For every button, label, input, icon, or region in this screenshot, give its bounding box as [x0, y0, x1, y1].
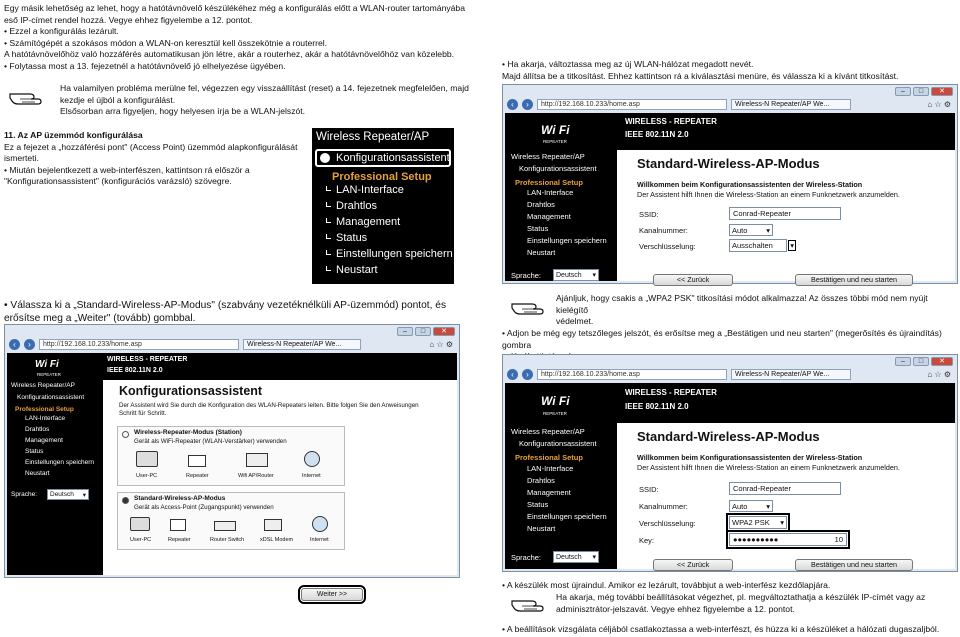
option2-label-user-pc: User-PC	[130, 537, 152, 543]
repeater-device-icon	[188, 455, 206, 467]
language-value: Deutsch	[556, 271, 582, 279]
section-line-3: • Miután bejelentkezett a web-interfészen, kattintson rá először a	[4, 164, 250, 175]
browser-window-2	[4, 324, 460, 598]
sidebar-prof: Professional Setup	[515, 453, 583, 462]
sidebar-status[interactable]: Status	[25, 448, 44, 455]
router-icon	[246, 453, 268, 467]
sidebar-prof: Professional Setup	[15, 406, 74, 413]
language-select[interactable]	[47, 489, 89, 500]
channel-select[interactable]	[729, 224, 773, 236]
sidebar-einstellungen[interactable]: Einstellungen speichern	[527, 236, 607, 245]
tr-line-2: Majd állítsa be a titkosítást. Ehhez kattintson rá a kiválasztási menüre, és válassza ki a kívánt titkosítást.	[502, 70, 899, 81]
browser-tab[interactable]: Wireless-N Repeater/AP We...	[243, 339, 361, 350]
back-icon[interactable]: ‹	[507, 99, 518, 110]
chevron-down-icon: ▾	[766, 225, 770, 235]
menu-item-status[interactable]: Status	[336, 232, 368, 244]
sidebar-lan[interactable]: LAN-Interface	[527, 188, 574, 197]
encryption-label: Verschlüsselung:	[639, 242, 696, 251]
chevron-down-icon: ▾	[766, 501, 770, 511]
toolbar-icons: ⌂ ☆ ⚙	[429, 340, 453, 349]
bullet-2: • Számítógépét a szokásos módon a WLAN-on keresztül kell összekötnie a routerrel.	[4, 37, 328, 48]
bullet-1: • Ezzel a konfigurálás lezárult.	[4, 26, 119, 37]
tree-branch-icon	[326, 266, 331, 271]
mr-note-1: Ajánljuk, hogy csakis a „WPA2 PSK" titkosítási módot alkalmazza! Az összes többi mód nem nyújt kielégítő	[556, 293, 928, 315]
chevron-down-icon: ▾	[82, 491, 86, 499]
menu-screenshot	[312, 128, 454, 284]
ssid-label: SSID:	[639, 210, 659, 219]
product-line-1: WIRELESS - REPEATER	[625, 117, 717, 126]
sidebar-drahtlos[interactable]: Drahtlos	[25, 426, 50, 433]
back-button[interactable]: << Zurück	[653, 274, 733, 286]
intro-line-2: Der Assistent hilft Ihnen die Wireless-Station an einem Funknetzwerk anzumelden.	[637, 190, 900, 199]
channel-value: Auto	[732, 501, 748, 511]
option2-label-internet: Internet	[310, 537, 329, 543]
radio-repeater[interactable]	[122, 431, 129, 438]
intro-line-1: Willkommen beim Konfigurationsassistenten der Wireless-Station	[637, 453, 863, 462]
main-panel	[617, 423, 955, 569]
sidebar-status[interactable]: Status	[527, 224, 549, 233]
sidebar-lan[interactable]: LAN-Interface	[527, 464, 574, 473]
option2-label-repeater: Repeater	[168, 537, 191, 543]
wifi-logo: Wi Fi	[541, 394, 570, 408]
sidebar-einstellungen[interactable]: Einstellungen speichern	[527, 512, 607, 521]
maximize-icon[interactable]: □	[415, 327, 431, 336]
sidebar-neustart[interactable]: Neustart	[527, 248, 556, 257]
intro-text	[4, 3, 474, 73]
window-controls	[895, 357, 953, 366]
sidebar-management[interactable]: Management	[25, 437, 63, 444]
encryption-select[interactable]	[729, 516, 787, 529]
sidebar-title: Wireless Repeater/AP	[511, 152, 585, 161]
option2-desc: Gerät als Access-Point (Zugangspunkt) verwenden	[134, 504, 274, 511]
maximize-icon[interactable]: □	[913, 87, 929, 96]
key-input[interactable]	[729, 533, 847, 546]
globe-icon	[312, 516, 328, 532]
option1-desc: Gerät als WiFi-Repeater (WLAN-Verstärker) verwenden	[134, 438, 287, 445]
note-line-3: Elsősorban arra figyeljen, hogy helyesen írja be a WLAN-jelszót.	[60, 106, 306, 117]
note-line-1: Ha valamilyen probléma merülne fel, végezzen egy visszaállítást (reset) a 14. fejezetnek megfelelően, majd	[60, 83, 469, 93]
section-title: 11. Az AP üzemmód konfigurálása	[4, 130, 143, 140]
sidebar	[7, 380, 103, 575]
page-title: Standard-Wireless-AP-Modus	[637, 429, 820, 444]
page-title: Standard-Wireless-AP-Modus	[637, 156, 820, 171]
address-bar[interactable]: http://192.168.10.233/home.asp	[537, 369, 727, 380]
section-11	[4, 130, 304, 188]
browser-toolbar	[503, 368, 957, 381]
sidebar-neustart[interactable]: Neustart	[25, 470, 50, 477]
confirm-restart-button[interactable]: Bestätigen und neu starten	[795, 274, 913, 286]
forward-icon[interactable]: ›	[24, 339, 35, 350]
browser-window-3	[502, 354, 958, 572]
menu-item-management[interactable]: Management	[336, 216, 401, 228]
repeater-label: REPEATER	[543, 139, 567, 144]
bullet-3: • Folytassa most a 13. fejezetnél a hatótávnövelő jó elhelyezése ügyében.	[4, 60, 286, 71]
close-icon[interactable]: ✕	[931, 357, 953, 366]
sidebar	[505, 150, 617, 281]
browser-window-1	[502, 84, 958, 284]
browser-toolbar	[503, 98, 957, 111]
ssid-label: SSID:	[639, 485, 659, 494]
language-select[interactable]	[553, 551, 599, 563]
chevron-down-icon: ▾	[592, 554, 596, 561]
minimize-icon[interactable]: –	[397, 327, 413, 336]
option1-title: Wireless-Repeater-Modus (Station)	[134, 429, 242, 436]
menu-title: Wireless Repeater/AP	[316, 131, 430, 143]
pointing-hand-icon	[8, 86, 44, 108]
bottom-left-text	[4, 300, 464, 325]
maximize-icon[interactable]: □	[913, 357, 929, 366]
tr-line-1: • Ha akarja, változtassa meg az új WLAN-hálózat megadott nevét.	[502, 59, 754, 69]
product-line-1: WIRELESS - REPEATER	[625, 388, 717, 397]
chevron-down-icon: ▾	[592, 272, 596, 279]
address-bar[interactable]: http://192.168.10.233/home.asp	[537, 99, 727, 110]
product-line-2: IEEE 802.11N 2.0	[625, 130, 689, 139]
laptop-icon	[136, 451, 158, 467]
mode-option-repeater[interactable]	[117, 426, 345, 486]
window-controls	[397, 327, 455, 336]
option1-label-repeater: Repeater	[186, 473, 209, 479]
next-button[interactable]: Weiter >>	[301, 588, 363, 601]
sidebar-status[interactable]: Status	[527, 500, 549, 509]
repeater-device-icon	[170, 519, 186, 531]
minimize-icon[interactable]: –	[895, 357, 911, 366]
modem-icon	[264, 519, 282, 531]
encryption-value: Ausschalten	[732, 241, 773, 250]
sidebar-lan[interactable]: LAN-Interface	[25, 415, 66, 422]
laptop-icon	[130, 517, 150, 531]
sidebar-neustart[interactable]: Neustart	[527, 524, 556, 533]
br-bullet-1: • A készülék most újraindul. Amikor ez lezárult, továbbjut a web-interfész kezdőlapjára.	[502, 580, 831, 590]
konf-icon	[320, 153, 330, 163]
sprache-label: Sprache:	[511, 271, 542, 280]
tree-branch-icon	[326, 202, 331, 207]
product-line-2: IEEE 802.11N 2.0	[625, 402, 689, 411]
language-value: Deutsch	[556, 553, 582, 561]
sidebar-prof: Professional Setup	[515, 178, 583, 187]
radio-ap[interactable]	[122, 497, 129, 504]
section-line-1: Ez a fejezet a „hozzáférési pont" (Access Point) üzemmód alapkonfigurálását	[4, 141, 298, 152]
page-content	[505, 383, 955, 569]
close-icon[interactable]: ✕	[433, 327, 455, 336]
encryption-label: Verschlüsselung:	[639, 519, 696, 528]
para-2: eső IP-címet rendel hozzá. Vegye ehhez figyelembe a 12. pontot.	[4, 14, 253, 25]
sidebar-drahtlos[interactable]: Drahtlos	[527, 476, 555, 485]
sidebar-konf[interactable]: Konfigurationsassistent	[519, 439, 597, 448]
channel-value: Auto	[732, 225, 748, 235]
menu-item-drahtlos[interactable]: Drahtlos	[336, 200, 377, 212]
menu-item-einstellungen[interactable]: Einstellungen speichern	[336, 248, 453, 260]
intro-line-2: Schritt für Schritt.	[119, 410, 167, 417]
intro-line-1: Willkommen beim Konfigurationsassistenten der Wireless-Station	[637, 180, 863, 189]
close-icon[interactable]: ✕	[931, 87, 953, 96]
menu-item-lan[interactable]: LAN-Interface	[336, 184, 404, 196]
page-content	[505, 113, 955, 284]
tree-branch-icon	[326, 234, 331, 239]
sidebar-konf[interactable]: Konfigurationsassistent	[519, 164, 597, 173]
note-line-2: kezdje el újból a konfigurálást.	[60, 94, 176, 105]
main-panel	[103, 380, 457, 598]
br-bullet-2: • A beállítások vizsgálata céljából csatlakoztassa a web-interfészt, és húzza ki a készüléket a hálózati dugaszaljból.	[502, 624, 940, 634]
channel-label: Kanalnummer:	[639, 226, 688, 235]
back-icon[interactable]: ‹	[9, 339, 20, 350]
sprache-label: Sprache:	[11, 491, 38, 498]
sidebar-drahtlos[interactable]: Drahtlos	[527, 200, 555, 209]
menu-professional-setup: Professional Setup	[332, 171, 432, 183]
pointing-hand-icon	[510, 296, 546, 318]
sidebar-title: Wireless Repeater/AP	[511, 427, 585, 436]
back-button[interactable]: << Zurück	[653, 559, 733, 571]
toolbar-icons: ⌂ ☆ ⚙	[927, 100, 951, 109]
section-line-4: "Konfigurationsassistent" (konfigurációs varázsló) szövegre.	[4, 176, 232, 187]
repeater-label: REPEATER	[37, 372, 61, 377]
confirm-restart-button[interactable]: Bestätigen und neu starten	[795, 559, 913, 571]
mid-right-note	[556, 293, 956, 328]
browser-tab[interactable]: Wireless-N Repeater/AP We...	[731, 369, 851, 380]
pointing-hand-icon	[510, 593, 546, 615]
section-line-2: ismerteti.	[4, 153, 39, 164]
br-note	[556, 592, 956, 615]
chevron-down-icon: ▾	[790, 241, 794, 250]
page-content	[7, 353, 457, 598]
intro-line-2: Der Assistent hilft Ihnen die Wireless-Station an einem Funknetzwerk anzumelden.	[637, 463, 900, 472]
br-note-2: adminisztrátor-jelszavát. Vegye ehhez figyelembe a 12. pontot.	[556, 603, 795, 614]
language-select[interactable]	[553, 269, 599, 281]
channel-select[interactable]	[729, 500, 773, 512]
sidebar-title: Wireless Repeater/AP	[11, 382, 75, 389]
page-header	[505, 383, 955, 423]
tree-branch-icon	[326, 186, 331, 191]
wifi-logo: Wi Fi	[541, 123, 570, 137]
browser-tab[interactable]: Wireless-N Repeater/AP We...	[731, 99, 851, 110]
minimize-icon[interactable]: –	[895, 87, 911, 96]
mr-bullet-1: • Adjon be még egy tetszőleges jelszót, és erősítse meg a „Bestätigen und neu starten" (megerősítés és újraindítás) gombra	[502, 328, 942, 350]
address-bar[interactable]: http://192.168.10.233/home.asp	[39, 339, 239, 350]
chevron-down-icon: ▾	[780, 518, 784, 527]
ssid-input[interactable]: Conrad-Repeater	[729, 482, 841, 495]
mode-option-ap[interactable]	[117, 492, 345, 550]
toolbar-icons: ⌂ ☆ ⚙	[927, 370, 951, 379]
language-value: Deutsch	[50, 491, 74, 498]
back-icon[interactable]: ‹	[507, 369, 518, 380]
option1-label-user-pc: User-PC	[136, 473, 158, 479]
product-line-1: WIRELESS - REPEATER	[107, 356, 188, 363]
sidebar-management[interactable]: Management	[527, 488, 571, 497]
sidebar-management[interactable]: Management	[527, 212, 571, 221]
channel-label: Kanalnummer:	[639, 502, 688, 511]
para-1: Egy másik lehetőség az lehet, hogy a hatótávnövelő készülékéhez még a konfigurálás előtt a WLAN-router tartományába	[4, 3, 465, 13]
encryption-select[interactable]	[729, 239, 794, 252]
product-line-2: IEEE 802.11N 2.0	[107, 367, 163, 374]
option2-label-modem: xDSL Modem	[260, 537, 294, 543]
forward-icon[interactable]: ›	[522, 369, 533, 380]
option2-label-switch: Router Switch	[210, 537, 245, 543]
repeater-label: REPEATER	[543, 411, 567, 416]
menu-item-konfigurationsassistent[interactable]: Konfigurationsassistent	[336, 152, 450, 164]
wifi-logo: Wi Fi	[35, 359, 59, 370]
para-3: A hatótávnövelőhöz való hozzáférés automatikusan jön létre, akár a routerhez, akár a hatótávnövelőhöz van közelebb.	[4, 49, 455, 60]
switch-icon	[214, 521, 236, 531]
intro-line-1: Der Assistent wird Sie durch die Konfiguration des WLAN-Repeaters leiten. Bitte folgen Sie den Anweisungen	[119, 402, 419, 409]
key-char-count: 10	[834, 535, 843, 544]
key-value: ●●●●●●●●●●	[733, 535, 779, 544]
top-right-text	[502, 59, 957, 82]
forward-icon[interactable]: ›	[522, 99, 533, 110]
tree-branch-icon	[326, 218, 331, 223]
ssid-input[interactable]: Conrad-Repeater	[729, 207, 841, 220]
sidebar-konf[interactable]: Konfigurationsassistent	[17, 394, 85, 401]
sidebar	[505, 423, 617, 569]
note-block	[60, 83, 480, 118]
main-panel	[617, 150, 955, 284]
window-controls	[895, 87, 953, 96]
bl-line-1: • Válassza ki a „Standard-Wireless-AP-Modus" (szabvány vezetéknélküli AP-üzemmód) pontot, és	[4, 300, 447, 311]
br-note-1: Ha akarja, még további beállításokat végezhet, pl. megváltoztathatja a készülék IP-címét vagy az	[556, 592, 926, 602]
key-label: Key:	[639, 536, 655, 545]
browser-toolbar	[5, 338, 459, 351]
page-title: Konfigurationsassistent	[119, 384, 263, 398]
page-header	[7, 353, 457, 380]
mr-note-2: védelmet.	[556, 316, 594, 327]
globe-icon	[304, 451, 320, 467]
option1-label-internet: Internet	[302, 473, 321, 479]
menu-item-neustart[interactable]: Neustart	[336, 264, 378, 276]
sidebar-einstellungen[interactable]: Einstellungen speichern	[25, 459, 95, 466]
sprache-label: Sprache:	[511, 553, 542, 562]
option2-title: Standard-Wireless-AP-Modus	[134, 495, 226, 502]
bl-line-2: erősítse meg a „Weiter" (tovább) gombbal.	[4, 312, 196, 324]
encryption-value: WPA2 PSK	[732, 518, 770, 527]
option1-label-router: Wifi AP/Router	[238, 473, 274, 479]
page-header	[505, 113, 955, 150]
tree-branch-icon	[326, 250, 331, 255]
